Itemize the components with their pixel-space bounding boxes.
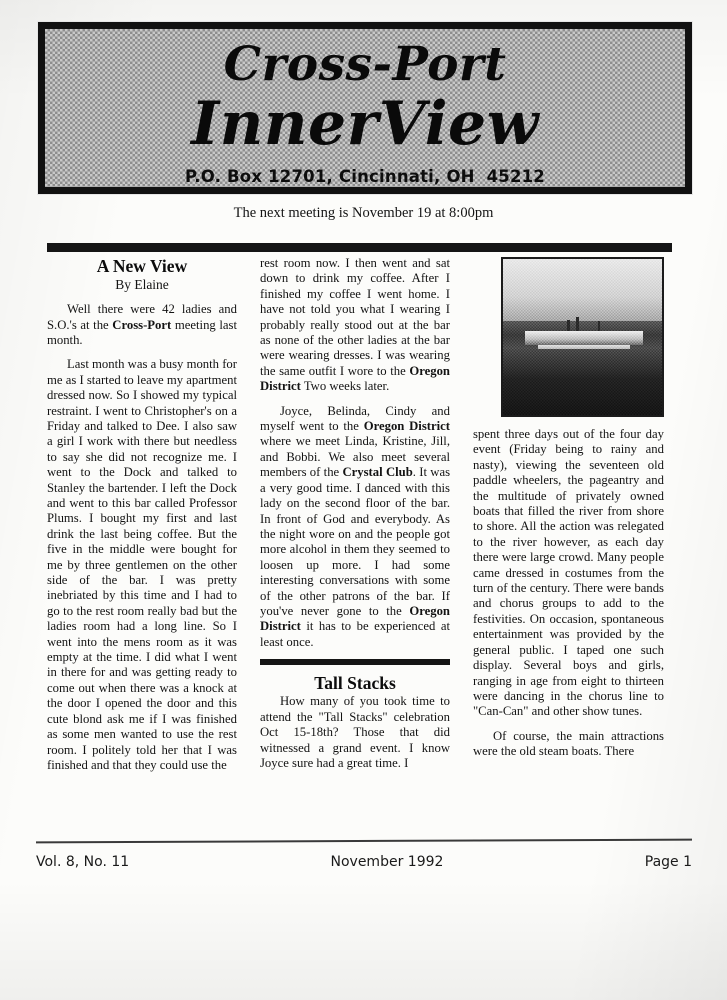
content-top-divider <box>47 243 672 252</box>
footer-page-number: Page 1 <box>644 854 692 870</box>
article-byline: By Elaine <box>115 277 169 293</box>
footer-date: November 1992 <box>330 854 444 870</box>
bold-term-cross-port: Cross-Port <box>112 317 172 332</box>
paragraph: Of course, the main attractions were the old steam boats. There <box>473 728 664 759</box>
tall-stacks-headline: Tall Stacks <box>314 673 396 694</box>
photo-image <box>503 259 662 415</box>
bold-term-crystal-club: Crystal Club <box>342 465 413 480</box>
paragraph <box>47 302 237 348</box>
page-footer <box>36 847 692 877</box>
section-divider <box>260 659 450 665</box>
paragraph <box>260 256 450 395</box>
masthead-address: P.O. Box 12701, Cincinnati, OH 45212 <box>185 167 545 186</box>
paragraph-text-part: it has to be experienced at least once. <box>260 619 450 649</box>
paragraph-text-part: rest room now. I then went and sat down to drink my coffee. After I finished my coffee I went home. I have not told you what I wearing I probably really stood out at the bar as none of the other ladies at the bar were wearing dresses. I was wearing the same outfit I wore to the <box>260 256 450 378</box>
photo-halftone-grain <box>503 259 662 415</box>
paragraph: Last month was a busy month for me as I started to leave my apartment dressed now. So I showed my typical restraint. I went to Christopher's on a Friday and talked to Dee. I also saw a girl I work with there but needless to say she did not recognize me. I went to the Dock and talked to Stanley the bartender. I left the Dock and went to this bar called Professor Plums. I bought my first and last drink the last being coffee. But the five in the middle were bought for me by three gentlemen on the other side of the bar. I was pretty inebriated by this time and I had to go to the rest room really bad but the ladies room had a long line. So I went into the mens room as it was empty at the time. I did what I went in there for and was getting ready to come out when there was a knock at the door I opened the door and this cute blond ask me if I was finished as some men wanted to use the rest room. I politely told her that I was finished and that they could use the <box>47 357 237 772</box>
bold-term-oregon-district: Oregon District <box>260 363 450 394</box>
column-three <box>473 256 664 834</box>
paragraph-text-part: . It was a very good time. I danced with this lady on the second floor of the bar. In front of God and everybody. As the night wore on and the people got more alcohol in them they seemed to loosen up more. I had some interesting conversations with some of the other patrons of the bar. If you've never gone to the <box>260 465 451 618</box>
paragraph-text-part: Well there were 42 ladies and S.O.'s at the <box>47 302 237 332</box>
footer-volume: Vol. 8, No. 11 <box>36 854 130 870</box>
meeting-notice: The next meeting is November 19 at 8:00pm <box>233 205 494 221</box>
bold-term-oregon-district: Oregon District <box>363 419 450 434</box>
paragraph <box>260 404 450 651</box>
bold-term-oregon-district: Oregon District <box>260 603 450 634</box>
riverfront-steamboat-photo <box>501 257 664 417</box>
paragraph-text-part: meeting last month. <box>47 317 237 347</box>
column-one <box>47 256 237 834</box>
column-two <box>260 256 450 834</box>
article-columns <box>47 256 677 834</box>
masthead-banner <box>38 22 692 194</box>
paragraph-text-part: where we meet Linda, Kristine, Jill, and Bobbi. We also meet several members of the <box>260 434 450 480</box>
masthead-inner <box>45 29 685 187</box>
paragraph-text-part: Joyce, Belinda, Cindy and myself went to the <box>260 403 450 434</box>
paragraph: spent three days out of the four day event (Friday being to rainy and nasty), viewing the seventeen old paddle wheelers, the pageantry and the multitude of privately owned boats that filled the river from shore to shore. All the action was relegated to the river however, as each day there were large crowd. Many people came dressed in costumes from the turn of the century. There were bands and chorus groups to add to the festivities. On occasion, spontaneous entertainment was provided by the general public. I taped one such display. Several boys and girls, ranging in age from eight to thirteen were dancing in the chorus line to "Can-Can" and other show tunes. <box>473 427 664 719</box>
paragraph-text-part: Two weeks later. <box>300 379 390 394</box>
masthead-title-line-2: InnerView <box>191 89 539 159</box>
footer-divider <box>36 839 692 844</box>
paragraph: How many of you took time to attend the "Tall Stacks" celebration Oct 15-18th? Those that did witnessed a grand event. I know Joyce sure had a great time. I <box>260 694 450 770</box>
masthead-title-line-1: Cross-Port <box>223 37 507 92</box>
article-headline: A New View <box>96 256 188 276</box>
